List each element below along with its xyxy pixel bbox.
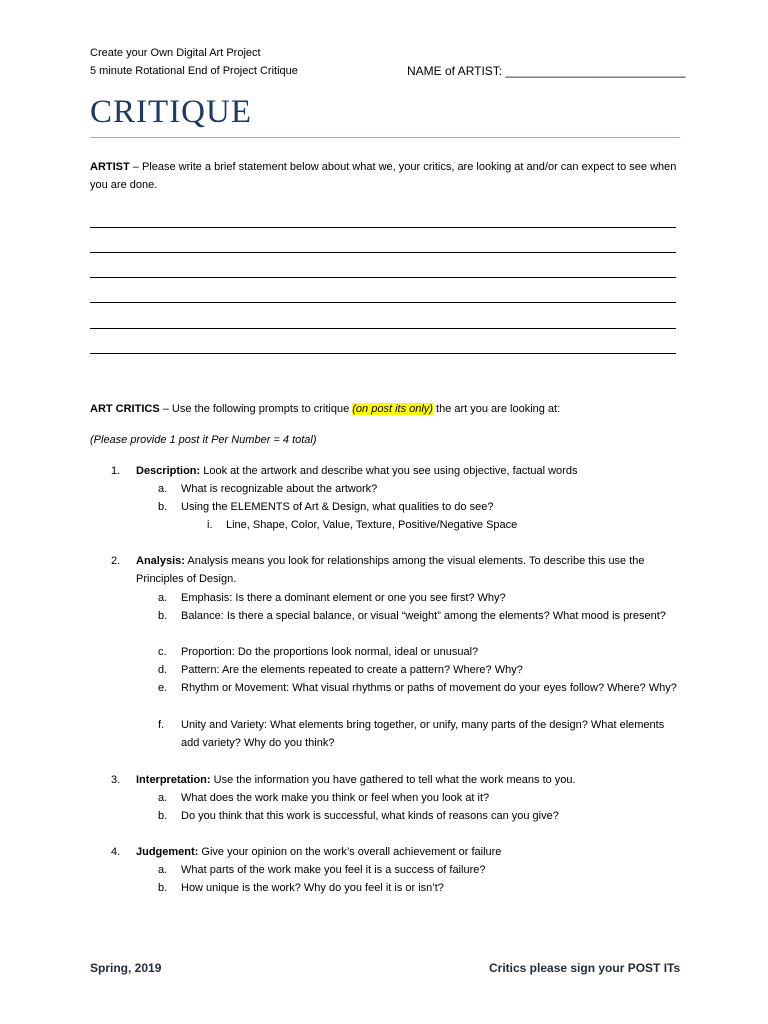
artist-name-label: NAME of ARTIST: [407,64,503,78]
item-interpretation [136,771,680,789]
sub-item: Unity and Variety: What elements bring together, or unify, many parts of the design? What elements add variety? Why do you think? [181,719,665,749]
item-label: Interpretation: [136,774,211,786]
statement-line [90,302,676,303]
sub-letter: a. [158,792,168,804]
item-label: Analysis: [136,555,185,567]
item-label: Description: [136,465,201,477]
sub-letter: e. [158,682,168,694]
sub-item: Rhythm or Movement: What visual rhythms or paths of movement do your eyes follow? Where? Why? [181,682,677,694]
sub-item: What parts of the work make you feel it is a success of failure? [181,864,486,876]
statement-line [90,277,676,278]
item-label: Judgement: [136,846,199,858]
sub-letter: a. [158,864,168,876]
item-number: 4. [111,846,121,858]
statement-line [90,252,676,253]
footer-date: Spring, 2019 [90,961,162,975]
post-it-note: (Please provide 1 post it Per Number = 4 total) [90,434,317,446]
sub-item: Emphasis: Is there a dominant element or one you see first? Why? [181,592,506,604]
critics-instructions [90,400,680,418]
sub-letter: f. [158,719,165,731]
title-rule [90,137,680,138]
item-number: 1. [111,465,121,477]
artist-name-blank: ___________________________ [505,64,686,78]
sub-letter: b. [158,501,168,513]
header-line-1: Create your Own Digital Art Project [90,47,261,59]
item-judgement [136,843,680,861]
artist-lead: ARTIST [90,161,130,173]
critics-text-before: – Use the following prompts to critique [159,403,353,415]
post-it-highlight: (on post its only) [352,403,433,415]
sub-letter: a. [158,592,168,604]
statement-line [90,328,676,329]
item-description [136,462,680,480]
sub-letter: b. [158,810,168,822]
sub-item: Using the ELEMENTS of Art & Design, what qualities to do see? [181,501,494,513]
item-text: Give your opinion on the work’s overall achievement or failure [198,846,502,858]
item-analysis [136,552,680,588]
item-text: Analysis means you look for relationships among the visual elements. To describe this use the Principles of Design. [136,555,645,585]
sub-letter: d. [158,664,168,676]
roman-mark: i. [207,519,213,531]
roman-item: Line, Shape, Color, Value, Texture, Positive/Negative Space [226,519,518,531]
sub-letter: a. [158,483,168,495]
item-number: 2. [111,555,121,567]
sub-item: Pattern: Are the elements repeated to create a pattern? Where? Why? [181,664,523,676]
statement-line [90,353,676,354]
item-text: Use the information you have gathered to tell what the work means to you. [210,774,576,786]
sub-item: Proportion: Do the proportions look normal, ideal or unusual? [181,646,479,658]
sub-letter: b. [158,610,168,622]
artist-text: – Please write a brief statement below about what we, your critics, are looking at and/or can expect to see when you are done. [90,161,677,191]
sub-item: How unique is the work? Why do you feel it is or isn’t? [181,882,444,894]
statement-line [90,227,676,228]
sub-item: Do you think that this work is successful, what kinds of reasons can you give? [181,810,559,822]
sub-item: What is recognizable about the artwork? [181,483,378,495]
critics-lead: ART CRITICS [90,403,160,415]
header-line-2: 5 minute Rotational End of Project Critique [90,65,298,77]
critics-text-after: the art you are looking at: [432,403,561,415]
item-number: 3. [111,774,121,786]
sub-letter: b. [158,882,168,894]
artist-name-field [407,63,686,79]
sub-item: What does the work make you think or feel when you look at it? [181,792,490,804]
footer-note: Critics please sign your POST ITs [489,961,681,975]
sub-item: Balance: Is there a special balance, or visual “weight” among the elements? What mood is present? [181,610,666,622]
page-title: CRITIQUE [90,94,252,130]
item-text: Look at the artwork and describe what you see using objective, factual words [200,465,578,477]
sub-letter: c. [158,646,167,658]
artist-instructions [90,158,680,194]
